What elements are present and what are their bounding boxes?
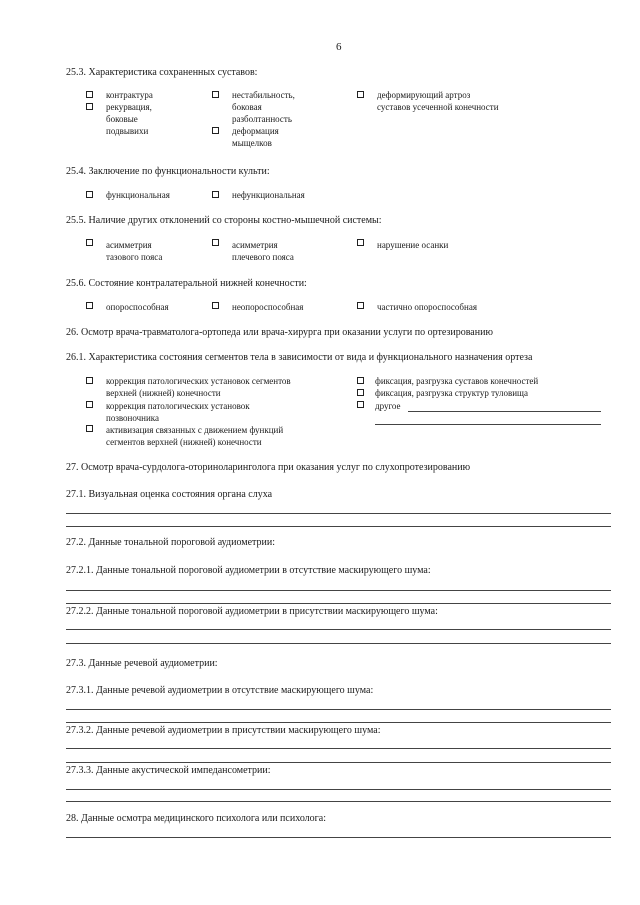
section-25-5-title: 25.5. Наличие других отклонений со стороны костно-мышечной системы:	[66, 215, 382, 226]
label-shoulder-asymmetry-l2: плечевого пояса	[232, 252, 294, 262]
section-27-1-title: 27.1. Визуальная оценка состояния органа слуха	[66, 489, 273, 500]
answer-line[interactable]	[66, 801, 611, 802]
checkbox-pelvic-asymmetry[interactable]	[86, 239, 93, 246]
label-limb-correction-l1: коррекция патологических установок сегментов	[106, 376, 291, 386]
label-arthrosis-l1: деформирующий артроз	[377, 90, 471, 100]
checkbox-instability[interactable]	[212, 91, 219, 98]
section-27-3-1-title: 27.3.1. Данные речевой аудиометрии в отсутствие маскирующего шума:	[66, 685, 374, 696]
section-28-title: 28. Данные осмотра медицинского психолога или психолога:	[66, 813, 326, 824]
label-activation-l2: сегментов верхней (нижней) конечности	[106, 437, 262, 447]
label-instability-l2: боковая	[232, 102, 262, 112]
checkbox-nonfunctional[interactable]	[212, 191, 219, 198]
label-weight-bearing: опороспособная	[106, 302, 169, 312]
section-27-2-title: 27.2. Данные тональной пороговой аудиометрии:	[66, 537, 275, 548]
label-condyle-deformation-l2: мыщелков	[232, 138, 272, 148]
checkbox-functional[interactable]	[86, 191, 93, 198]
label-pelvic-asymmetry-l1: асимметрия	[106, 240, 152, 250]
label-condyle-deformation-l1: деформация	[232, 126, 279, 136]
answer-line[interactable]	[66, 629, 611, 630]
checkbox-spine-correction[interactable]	[86, 401, 93, 408]
answer-line[interactable]	[66, 789, 611, 790]
label-nonfunctional: нефункциональная	[232, 190, 305, 200]
section-25-6-title: 25.6. Состояние контралатеральной нижней конечности:	[66, 278, 307, 289]
checkbox-recurvation[interactable]	[86, 103, 93, 110]
label-limb-correction-l2: верхней (нижней) конечности	[106, 388, 221, 398]
label-contracture: контрактура	[106, 90, 153, 100]
label-non-weight-bearing: неопороспособная	[232, 302, 304, 312]
checkbox-activation[interactable]	[86, 425, 93, 432]
answer-line[interactable]	[66, 837, 611, 838]
answer-line[interactable]	[66, 603, 611, 604]
section-25-3-title: 25.3. Характеристика сохраненных суставов:	[66, 67, 258, 78]
checkbox-other[interactable]	[357, 401, 364, 408]
label-shoulder-asymmetry-l1: асимметрия	[232, 240, 278, 250]
section-26-title: 26. Осмотр врача-травматолога-ортопеда или врача-хирурга при оказании услуги по ортезированию	[66, 327, 493, 338]
section-25-4-title: 25.4. Заключение по функциональности культи:	[66, 166, 270, 177]
answer-line[interactable]	[66, 643, 611, 644]
section-27-3-title: 27.3. Данные речевой аудиометрии:	[66, 658, 218, 669]
label-spine-correction-l1: коррекция патологических установок	[106, 401, 250, 411]
checkbox-torso-fixation[interactable]	[357, 389, 364, 396]
answer-line[interactable]	[66, 762, 611, 763]
other-input-line-2[interactable]	[375, 424, 601, 425]
section-26-1-title: 26.1. Характеристика состояния сегментов тела в зависимости от вида и функционального назначения ортеза	[66, 352, 533, 363]
answer-line[interactable]	[66, 526, 611, 527]
answer-line[interactable]	[66, 709, 611, 710]
label-posture-disorder: нарушение осанки	[377, 240, 449, 250]
label-arthrosis-l2: суставов усеченной конечности	[377, 102, 499, 112]
label-instability-l1: нестабильность,	[232, 90, 295, 100]
section-27-2-2-title: 27.2.2. Данные тональной пороговой аудиометрии в присутствии маскирующего шума:	[66, 606, 438, 617]
section-27-title: 27. Осмотр врача-сурдолога-оториноларинголога при оказания услуг по слухопротезированию	[66, 462, 471, 473]
other-input-line-1[interactable]	[408, 411, 601, 412]
checkbox-non-weight-bearing[interactable]	[212, 302, 219, 309]
section-27-3-3-title: 27.3.3. Данные акустической импедансометрии:	[66, 765, 271, 776]
checkbox-contracture[interactable]	[86, 91, 93, 98]
label-instability-l3: разболтанность	[232, 114, 292, 124]
checkbox-arthrosis[interactable]	[357, 91, 364, 98]
checkbox-weight-bearing[interactable]	[86, 302, 93, 309]
checkbox-posture-disorder[interactable]	[357, 239, 364, 246]
section-27-2-1-title: 27.2.1. Данные тональной пороговой аудиометрии в отсутствие маскирующего шума:	[66, 565, 431, 576]
label-other: другое	[375, 401, 401, 411]
answer-line[interactable]	[66, 513, 611, 514]
checkbox-shoulder-asymmetry[interactable]	[212, 239, 219, 246]
label-activation-l1: активизация связанных с движением функций	[106, 425, 284, 435]
label-recurvation-l2: боковые	[106, 114, 138, 124]
label-joint-fixation: фиксация, разгрузка суставов конечностей	[375, 376, 539, 386]
label-torso-fixation: фиксация, разгрузка структур туловища	[375, 388, 528, 398]
checkbox-joint-fixation[interactable]	[357, 377, 364, 384]
label-recurvation-l3: подвывихи	[106, 126, 149, 136]
label-pelvic-asymmetry-l2: тазового пояса	[106, 252, 163, 262]
answer-line[interactable]	[66, 590, 611, 591]
label-recurvation-l1: рекурвация,	[106, 102, 152, 112]
checkbox-partial-weight-bearing[interactable]	[357, 302, 364, 309]
label-spine-correction-l2: позвоночника	[106, 413, 160, 423]
answer-line[interactable]	[66, 748, 611, 749]
label-functional: функциональная	[106, 190, 170, 200]
page-number: 6	[336, 41, 342, 53]
answer-line[interactable]	[66, 722, 611, 723]
section-27-3-2-title: 27.3.2. Данные речевой аудиометрии в присутствии маскирующего шума:	[66, 725, 381, 736]
checkbox-limb-correction[interactable]	[86, 377, 93, 384]
checkbox-condyle-deformation[interactable]	[212, 127, 219, 134]
label-partial-weight-bearing: частично опороспособная	[377, 302, 477, 312]
